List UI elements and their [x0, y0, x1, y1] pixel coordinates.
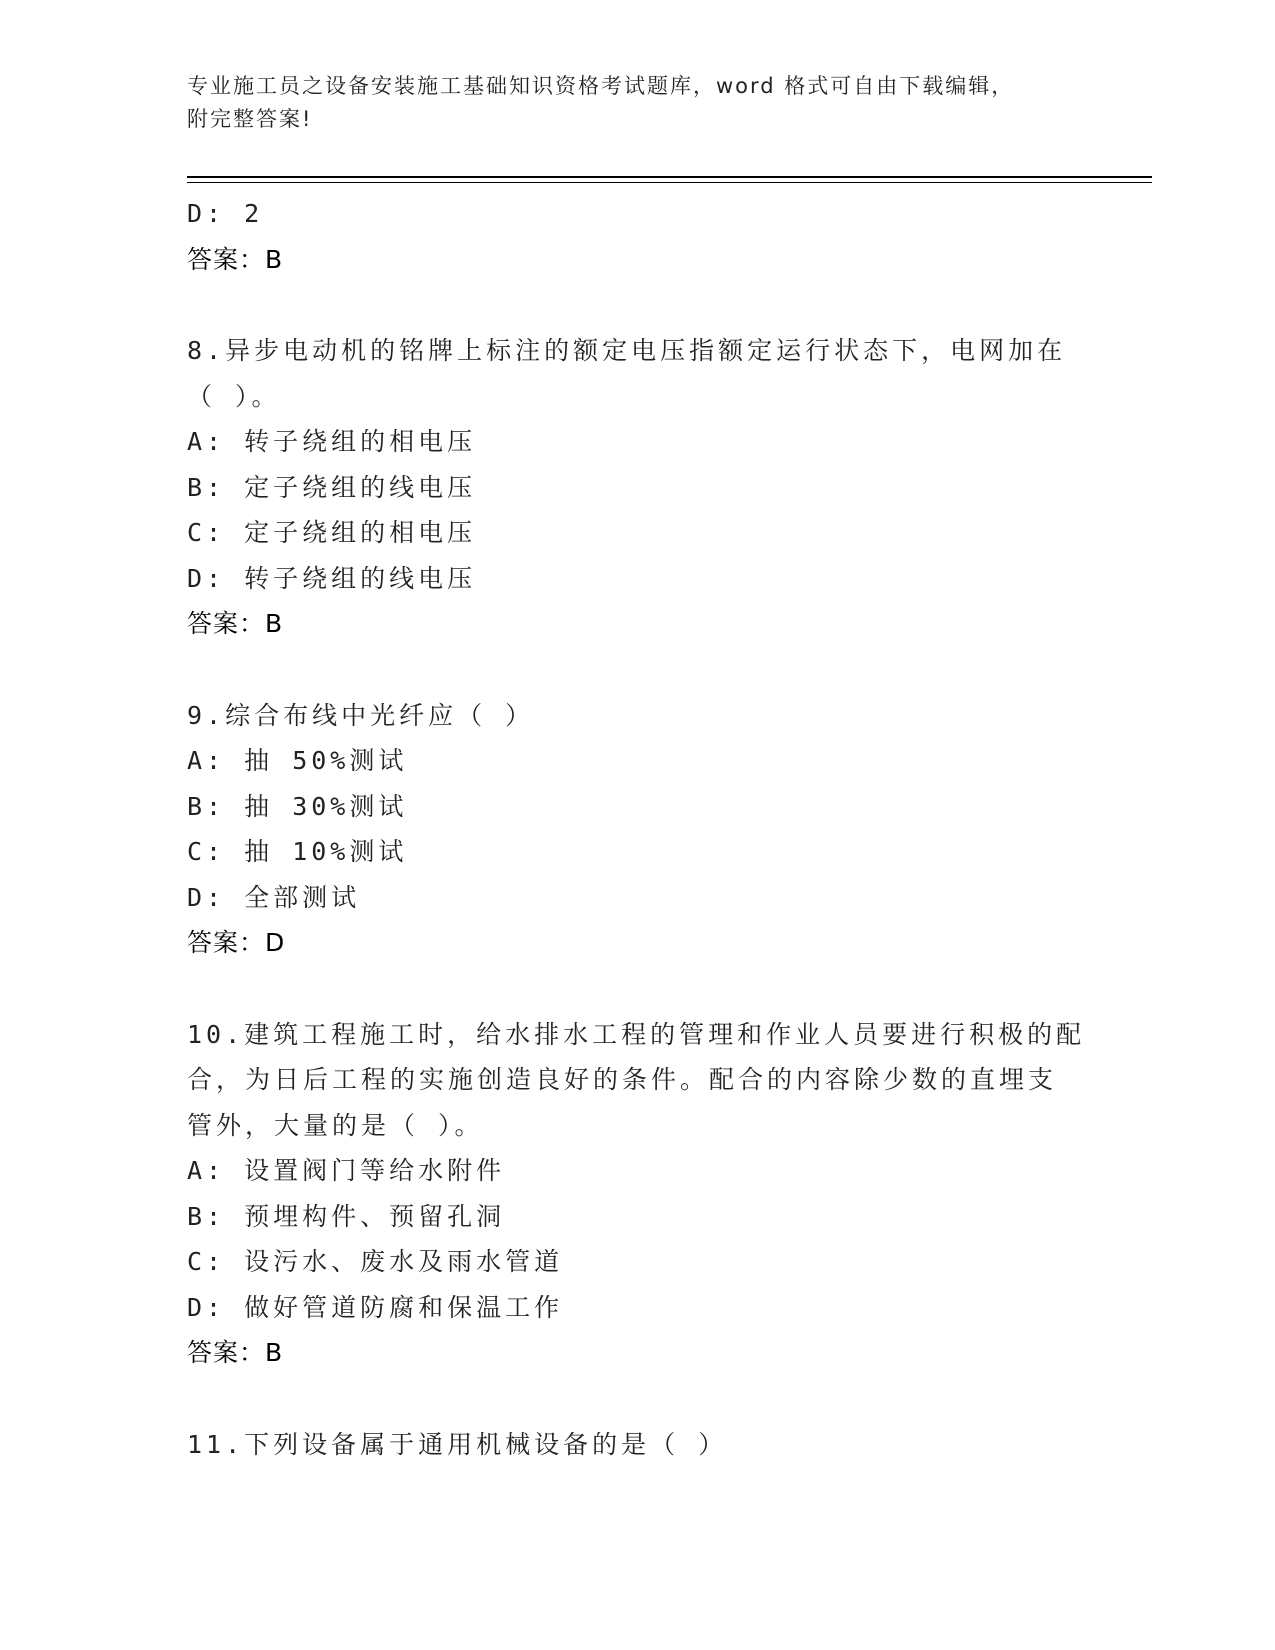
question-stem: 10.建筑工程施工时，给水排水工程的管理和作业人员要进行积极的配 — [187, 1019, 1086, 1049]
option-a: A: 抽 50%测试 — [187, 746, 408, 775]
answer-line: 答案：D — [187, 928, 286, 957]
question-stem: 8.异步电动机的铭牌上标注的额定电压指额定运行状态下，电网加在 — [187, 336, 1067, 365]
option-d: D: 全部测试 — [187, 882, 361, 912]
spacer — [187, 282, 1087, 328]
option-d: D: 2 — [187, 199, 264, 228]
option-c: C: 抽 10%测试 — [187, 837, 408, 866]
question-stem: 合，为日后工程的实施创造良好的条件。配合的内容除少数的直埋支 — [187, 1065, 1058, 1094]
question-stem: （ ）。 — [187, 381, 281, 411]
spacer — [187, 647, 1087, 693]
spacer — [187, 1376, 1087, 1422]
answer-line: 答案：B — [187, 609, 284, 638]
question-list — [187, 191, 1087, 1467]
document-header — [187, 70, 1087, 136]
header-line-2: 附完整答案! — [187, 107, 313, 131]
option-b: B: 抽 30%测试 — [187, 791, 408, 821]
spacer — [187, 966, 1087, 1012]
option-b: B: 定子绕组的线电压 — [187, 472, 477, 502]
question-stem: 管外，大量的是（ ）。 — [187, 1110, 484, 1140]
option-c: C: 定子绕组的相电压 — [187, 518, 477, 547]
previous-question-tail — [187, 191, 1087, 282]
header-divider-thin — [187, 182, 1152, 183]
option-d: D: 转子绕组的线电压 — [187, 563, 477, 593]
question-11 — [187, 1422, 1087, 1468]
header-divider-thick — [187, 176, 1152, 178]
option-a: A: 设置阀门等给水附件 — [187, 1156, 506, 1185]
question-9 — [187, 693, 1087, 966]
question-8 — [187, 328, 1087, 647]
option-a: A: 转子绕组的相电压 — [187, 427, 477, 456]
answer-line: 答案：B — [187, 1338, 284, 1367]
header-line-1: 专业施工员之设备安装施工基础知识资格考试题库，word 格式可自由下载编辑， — [187, 74, 1015, 98]
answer-line: 答案：B — [187, 244, 284, 274]
option-d: D: 做好管道防腐和保温工作 — [187, 1292, 564, 1322]
option-b: B: 预埋构件、预留孔洞 — [187, 1201, 506, 1231]
option-c: C: 设污水、废水及雨水管道 — [187, 1247, 564, 1276]
question-stem: 11.下列设备属于通用机械设备的是（ ） — [187, 1429, 728, 1459]
question-stem: 9.综合布线中光纤应（ ） — [187, 700, 535, 730]
question-10 — [187, 1012, 1087, 1376]
